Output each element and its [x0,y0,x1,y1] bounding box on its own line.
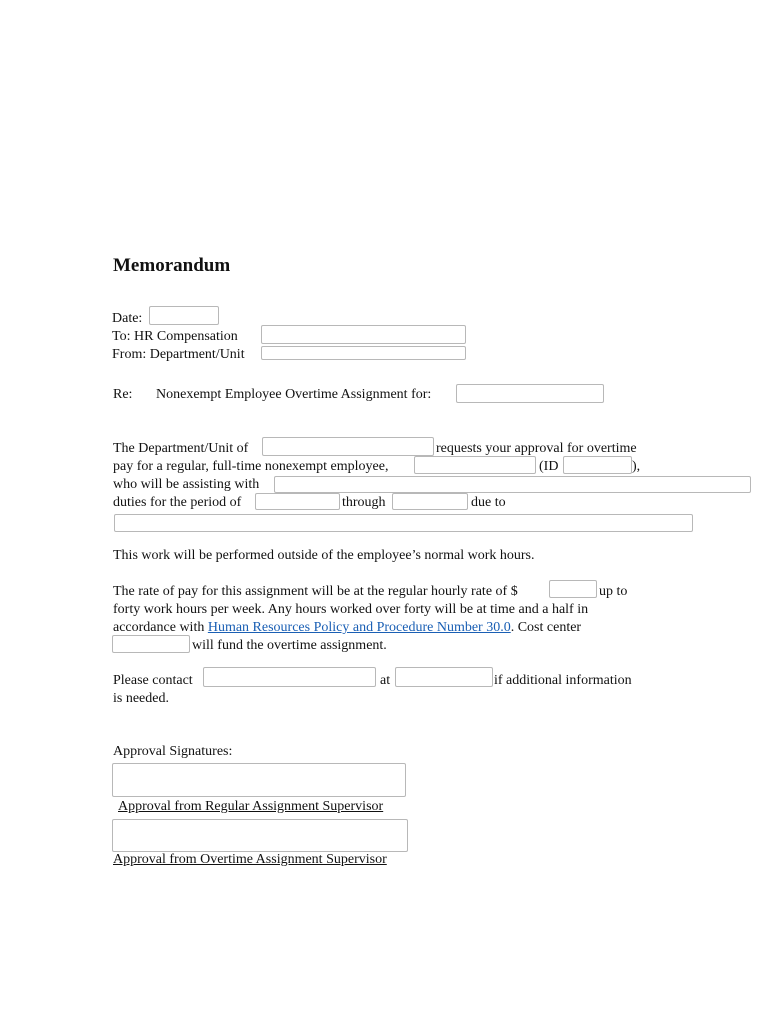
contact-phone-field[interactable] [395,667,493,687]
to-field[interactable] [261,325,466,344]
id-field[interactable] [563,456,632,474]
para4-text-3: if additional information [494,673,632,688]
para1-text-4: (ID [539,459,559,474]
para1-text-3: pay for a regular, full-time nonexempt employee, [113,459,389,474]
employee-field[interactable] [414,456,536,474]
para4-text-2: at [380,673,391,688]
para3-text-2: up to [599,584,628,599]
date-label: Date: [112,311,143,326]
regular-supervisor-signature-field[interactable] [112,763,406,797]
para2-text: This work will be performed outside of the employee’s normal work hours. [113,548,535,563]
para1-text-9: due to [471,495,506,510]
para1-text-1: The Department/Unit of [113,441,249,456]
para1-text-7: duties for the period of [113,495,242,510]
para1-text-2: requests your approval for overtime [436,441,637,456]
to-label: To: HR Compensation [112,329,238,344]
regular-supervisor-label: Approval from Regular Assignment Supervisor [118,799,384,814]
approval-heading: Approval Signatures: [113,744,233,759]
overtime-supervisor-signature-field[interactable] [112,819,408,852]
para1-text-8: through [342,495,386,510]
para3-text-6: will fund the overtime assignment. [192,638,387,653]
rate-field[interactable] [549,580,597,598]
re-label: Re: [113,387,133,402]
para3-text-4: accordance with [113,620,205,635]
para3-text-5: . Cost center [510,620,582,635]
start-date-field[interactable] [255,493,340,510]
para1-text-5: ), [632,459,641,474]
end-date-field[interactable] [392,493,468,510]
para4-text-4: is needed. [113,691,169,706]
from-field[interactable] [261,346,466,360]
re-text: Nonexempt Employee Overtime Assignment for: [156,387,432,402]
employee-name-field[interactable] [456,384,604,403]
cost-center-field[interactable] [112,635,190,653]
para3-line-4 [113,619,581,636]
from-label: From: Department/Unit [112,347,245,362]
contact-name-field[interactable] [203,667,376,687]
policy-link[interactable]: Human Resources Policy and Procedure Number 30.0 [207,620,511,635]
overtime-supervisor-label: Approval from Overtime Assignment Supervisor [113,852,387,867]
department-field[interactable] [262,437,434,456]
reason-field[interactable] [114,514,693,532]
para3-text-3: forty work hours per week. Any hours worked over forty will be at time and a half in [113,602,589,617]
para3-text-1: The rate of pay for this assignment will be at the regular hourly rate of $ [113,584,518,599]
assisting-field[interactable] [274,476,751,493]
date-field[interactable] [149,306,219,325]
para4-text-1: Please contact [113,673,193,688]
para1-text-6: who will be assisting with [113,477,260,492]
page-title: Memorandum [113,255,231,276]
